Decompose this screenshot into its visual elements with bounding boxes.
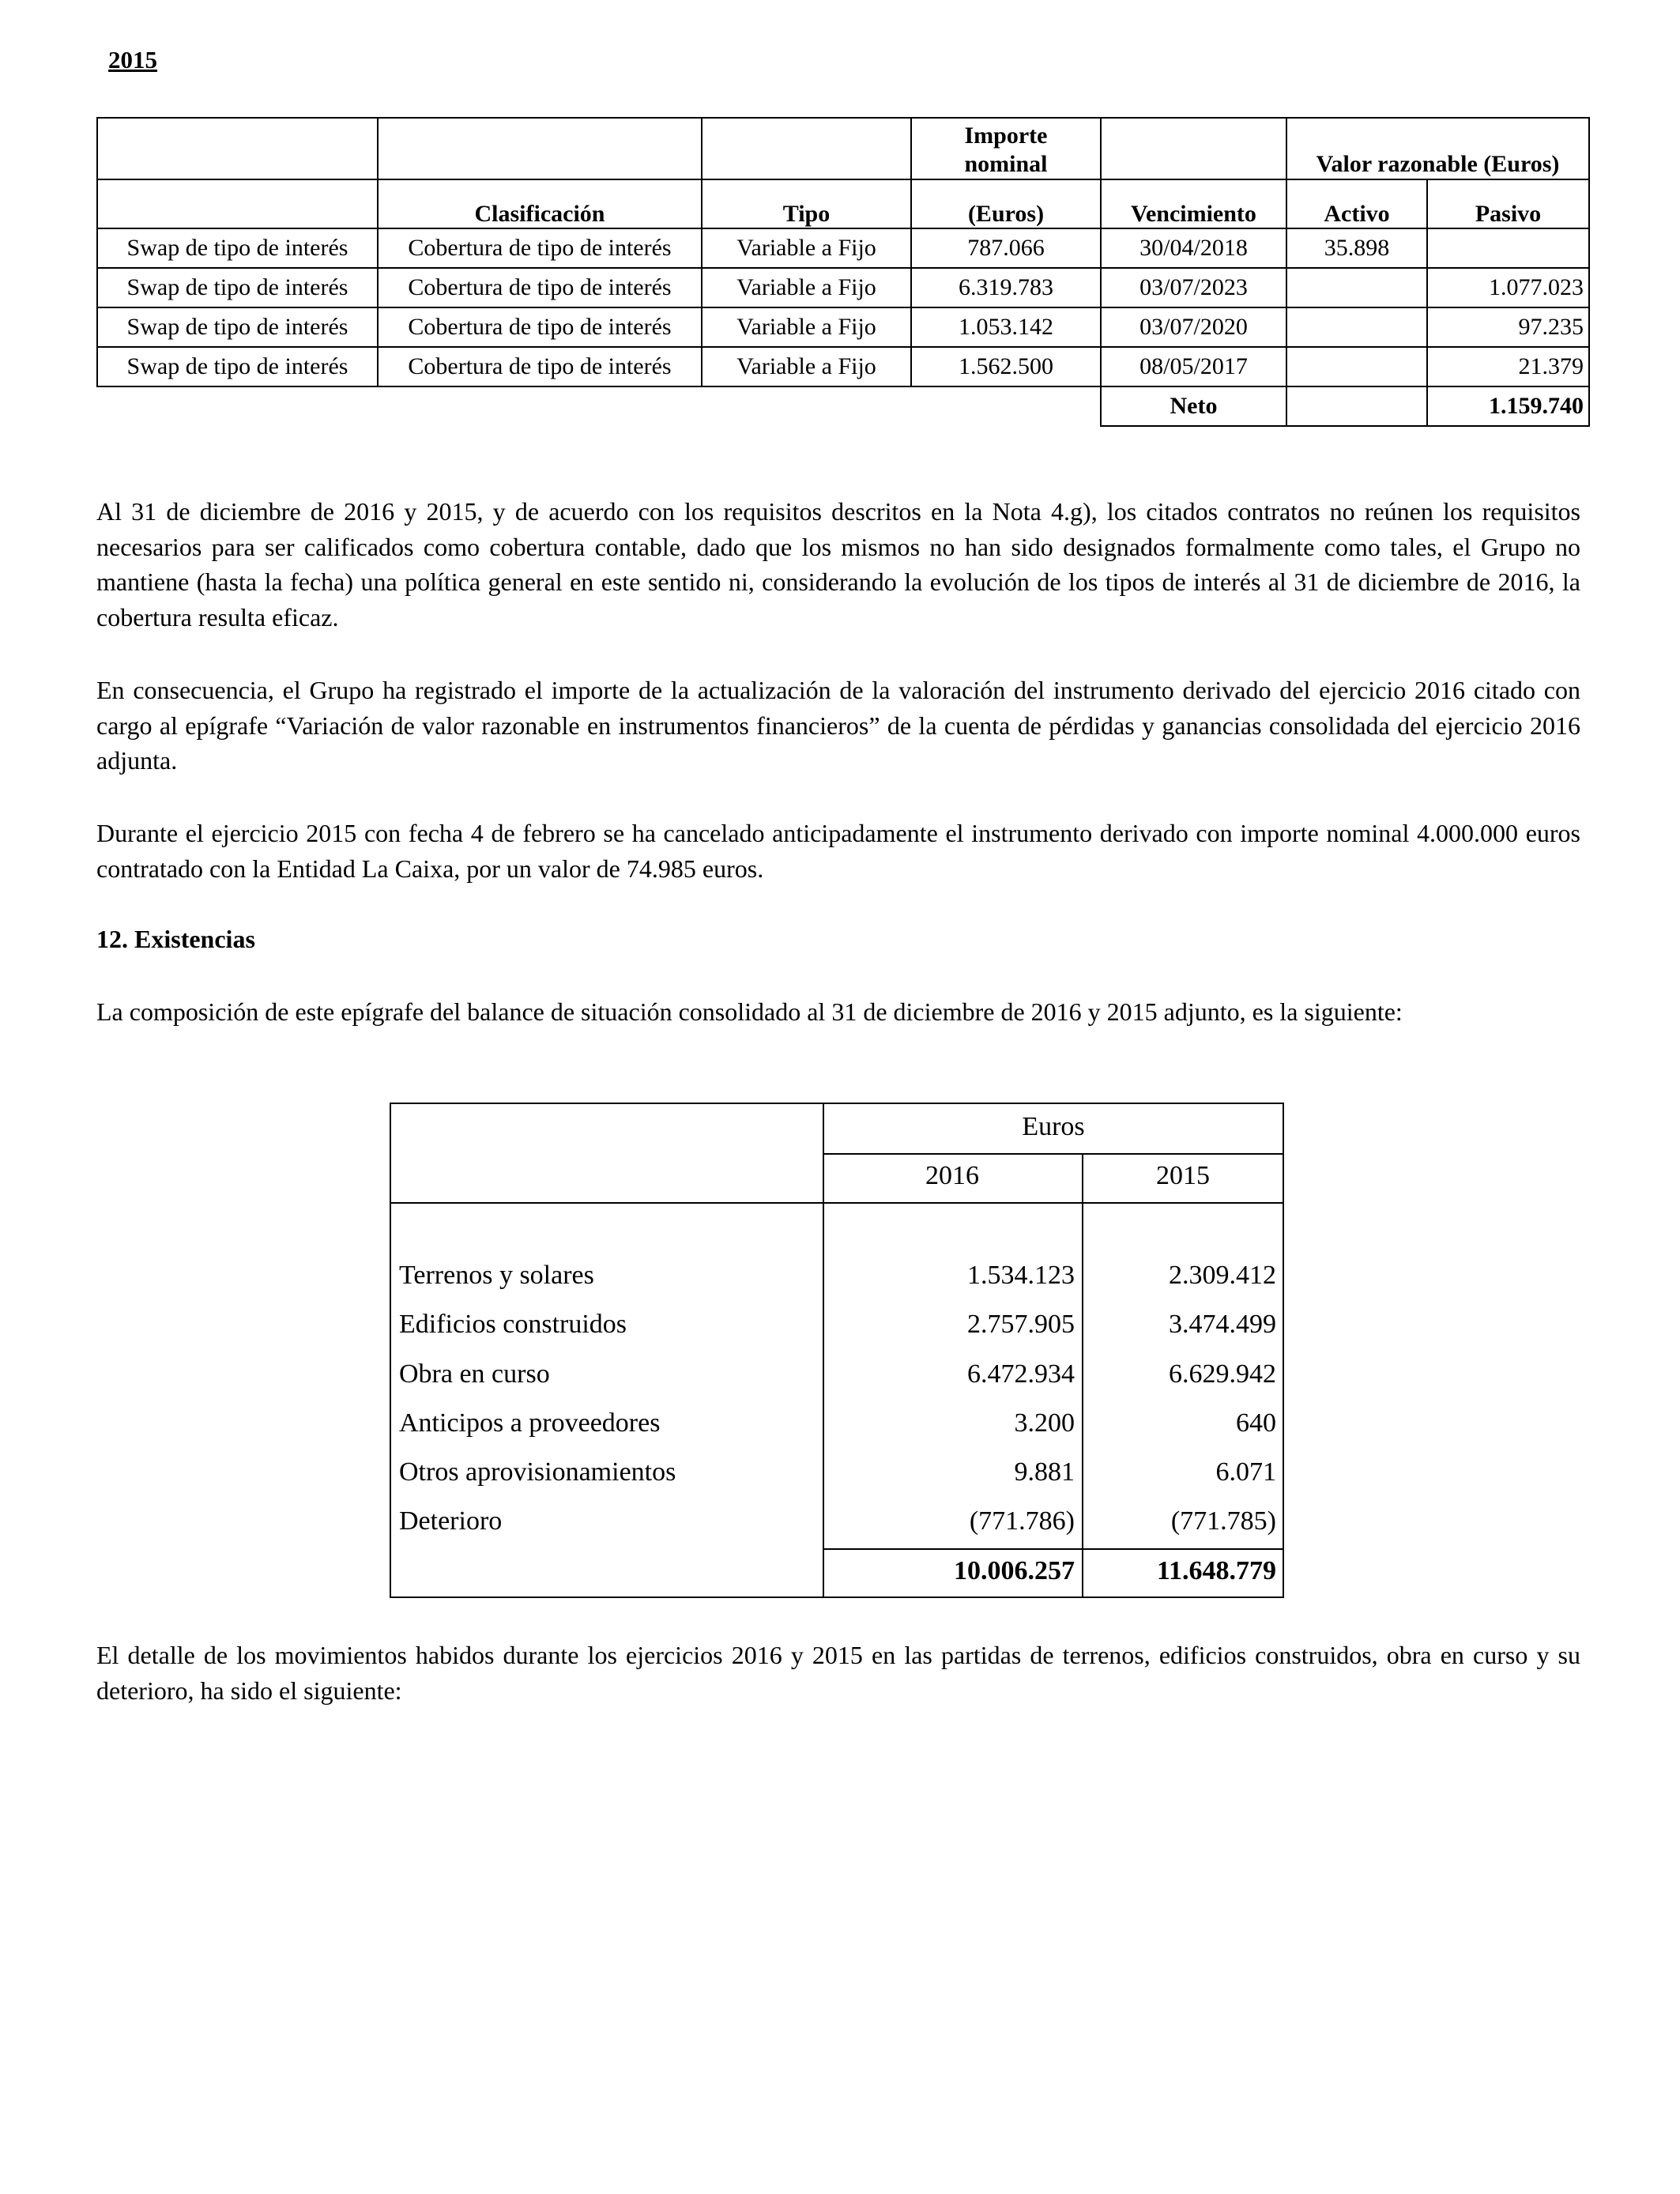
header-empty-cell [1101, 118, 1286, 179]
pasivo-cell [1427, 228, 1589, 268]
value-2016: 1.534.123 [967, 1261, 1075, 1290]
header-empty-cell [97, 118, 378, 179]
neto-activo [1286, 386, 1427, 426]
row-label: Edificios construidos [399, 1310, 627, 1339]
row-label: Anticipos a proveedores [399, 1408, 661, 1438]
instrumento-cell: Swap de tipo de interés [97, 307, 378, 347]
total-2015: 11.648.779 [1156, 1556, 1276, 1585]
spacer-cell [911, 386, 1101, 426]
valor-razonable-header: Valor razonable (Euros) [1286, 118, 1589, 179]
clasificacion-cell: Cobertura de tipo de interés [378, 228, 702, 268]
tipo-cell: Variable a Fijo [702, 307, 911, 347]
importe-cell: 6.319.783 [911, 268, 1101, 307]
section-title: 12. Existencias [96, 925, 255, 953]
table-row [97, 307, 1589, 347]
table-header-row [97, 118, 1589, 179]
inventory-table [390, 1103, 1284, 1598]
table-header-row [97, 179, 1589, 228]
row-label: Otros aprovisionamientos [399, 1457, 676, 1487]
clasificacion-cell: Cobertura de tipo de interés [378, 307, 702, 347]
value-2015: 6.071 [1215, 1457, 1276, 1487]
column-divider [1082, 1153, 1083, 1596]
importe-header: Importe nominal [911, 118, 1101, 179]
year-heading: 2015 [108, 46, 157, 74]
year-2015-header: 2015 [1156, 1161, 1210, 1190]
value-2016: 9.881 [1014, 1457, 1075, 1487]
paragraph-composition: La composición de este epígrafe del balance de situación consolidado al 31 de diciembre de 2016 y 2015 adjunto, es la siguiente: [96, 997, 1403, 1026]
currency-header: Euros [1022, 1112, 1085, 1141]
vencimiento-cell: 03/07/2020 [1101, 307, 1286, 347]
spacer-cell [702, 386, 911, 426]
activo-cell: 35.898 [1286, 228, 1427, 268]
activo-cell [1286, 268, 1427, 307]
activo-cell [1286, 347, 1427, 386]
importe-cell: 1.053.142 [911, 307, 1101, 347]
value-2015: 2.309.412 [1169, 1261, 1276, 1290]
total-2016: 10.006.257 [954, 1556, 1075, 1585]
row-label: Terrenos y solares [399, 1261, 594, 1290]
row-divider [823, 1153, 1283, 1155]
paragraph-hedge-requirements: Al 31 de diciembre de 2016 y 2015, y de acuerdo con los requisitos descritos en la Nota 4.g), los citados contratos no reúnen los requisitos necesarios para ser calificados como cobertura contable, dado que los mismos no han sido designados formalmente como tales, el Grupo no mantiene (hasta la fecha) una política general en este sentido ni, considerando la evolución de los tipos de interés al 31 de diciembre de 2016, la cobertura resulta eficaz. [96, 497, 1580, 631]
value-2016: 6.472.934 [967, 1359, 1075, 1389]
value-2015: 3.474.499 [1169, 1310, 1276, 1339]
tipo-header: Tipo [702, 179, 911, 228]
value-2015: 6.629.942 [1169, 1359, 1276, 1389]
value-2016: 3.200 [1014, 1408, 1075, 1438]
header-empty-cell [702, 118, 911, 179]
tipo-cell: Variable a Fijo [702, 228, 911, 268]
clasificacion-cell: Cobertura de tipo de interés [378, 347, 702, 386]
importe-unit-header: (Euros) [911, 179, 1101, 228]
paragraph-movements: El detalle de los movimientos habidos durante los ejercicios 2016 y 2015 en las partidas de terrenos, edificios construidos, obra en curso y su deterioro, ha sido el siguiente: [96, 1641, 1580, 1705]
instrumento-cell: Swap de tipo de interés [97, 268, 378, 307]
paragraph-cancellation: Durante el ejercicio 2015 con fecha 4 de febrero se ha cancelado anticipadamente el instrumento derivado con importe nominal 4.000.000 euros contratado con la Entidad La Caixa, por un valor de 74.985 euros. [96, 819, 1580, 883]
value-2016: 2.757.905 [967, 1310, 1075, 1339]
table-total-row [97, 386, 1589, 426]
instrumento-cell: Swap de tipo de interés [97, 347, 378, 386]
value-2015: (771.785) [1170, 1506, 1276, 1536]
spacer-cell [97, 386, 378, 426]
tipo-cell: Variable a Fijo [702, 268, 911, 307]
row-divider [391, 1202, 1283, 1204]
neto-pasivo: 1.159.740 [1427, 386, 1589, 426]
activo-cell [1286, 307, 1427, 347]
table-row [97, 228, 1589, 268]
value-2016: (771.786) [969, 1506, 1075, 1536]
neto-label: Neto [1101, 386, 1286, 426]
total-divider [823, 1548, 1283, 1550]
tipo-cell: Variable a Fijo [702, 347, 911, 386]
table-row [97, 347, 1589, 386]
importe-cell: 1.562.500 [911, 347, 1101, 386]
header-empty-cell [97, 179, 378, 228]
pasivo-header: Pasivo [1427, 179, 1589, 228]
importe-cell: 787.066 [911, 228, 1101, 268]
header-empty-cell [378, 118, 702, 179]
instrumento-cell: Swap de tipo de interés [97, 228, 378, 268]
value-2015: 640 [1236, 1408, 1276, 1438]
vencimiento-header: Vencimiento [1101, 179, 1286, 228]
activo-header: Activo [1286, 179, 1427, 228]
year-2016-header: 2016 [925, 1161, 979, 1190]
pasivo-cell: 21.379 [1427, 347, 1589, 386]
paragraph-consequence: En consecuencia, el Grupo ha registrado el importe de la actualización de la valoración del instrumento derivado del ejercicio 2016 citado con cargo al epígrafe “Variación de valor razonable en instrumentos financieros” de la cuenta de pérdidas y ganancias consolidada del ejercicio 2016 adjunta. [96, 676, 1580, 775]
clasificacion-header: Clasificación [378, 179, 702, 228]
vencimiento-cell: 08/05/2017 [1101, 347, 1286, 386]
vencimiento-cell: 03/07/2023 [1101, 268, 1286, 307]
pasivo-cell: 97.235 [1427, 307, 1589, 347]
clasificacion-cell: Cobertura de tipo de interés [378, 268, 702, 307]
spacer-cell [378, 386, 702, 426]
derivatives-table [96, 117, 1590, 427]
row-label: Obra en curso [399, 1359, 550, 1389]
table-row [97, 268, 1589, 307]
row-label: Deterioro [399, 1506, 503, 1536]
vencimiento-cell: 30/04/2018 [1101, 228, 1286, 268]
pasivo-cell: 1.077.023 [1427, 268, 1589, 307]
